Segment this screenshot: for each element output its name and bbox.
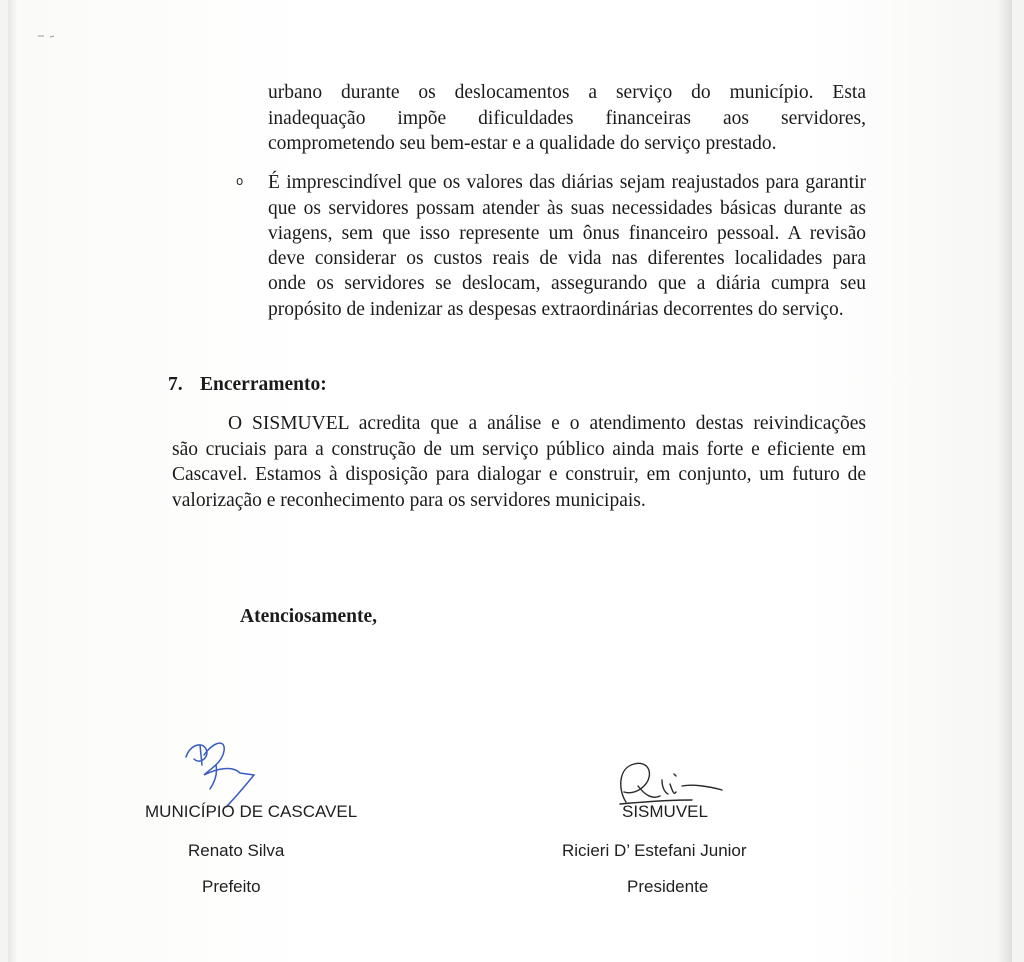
- paragraph-line: Cascavel. Estamos à disposição para dialogar e construir, em conjunto, um futuro de: [172, 464, 866, 485]
- signature-left-entity: MUNICÍPIO DE CASCAVEL: [145, 802, 358, 821]
- section-title: Encerramento:: [200, 374, 327, 395]
- bullet2-line: que os servidores possam atender às suas necessidades básicas durante as: [268, 198, 866, 219]
- bullet2-line: viagens, sem que isso represente um ônus financeiro pessoal. A revisão: [268, 223, 866, 244]
- signature-right-entity: SISMUVEL: [622, 802, 708, 821]
- paragraph-line: O SISMUVEL acredita que a análise e o atendimento destas reivindicações: [228, 413, 866, 434]
- signature-right-role: Presidente: [627, 877, 709, 896]
- bullet-intro-line: inadequação impõe dificuldades financeiras aos servidores,: [268, 108, 866, 129]
- bullet2-line: propósito de indenizar as despesas extraordinárias decorrentes do serviço.: [268, 299, 844, 320]
- signature-left-role: Prefeito: [202, 877, 261, 896]
- signature-right-name: Ricieri D’ Estefani Junior: [562, 841, 747, 860]
- scan-mark: [36, 30, 66, 40]
- bullet2-line: onde os servidores se deslocam, assegurando que a diária cumpra seu: [268, 273, 866, 294]
- paragraph-line: valorização e reconhecimento para os servidores municipais.: [172, 490, 646, 511]
- bullet2-line: deve considerar os custos reais de vida nas diferentes localidades para: [268, 248, 866, 269]
- bullet-symbol: o: [236, 174, 244, 188]
- section-number: 7.: [168, 374, 183, 395]
- closing-salutation: Atenciosamente,: [240, 606, 378, 627]
- bullet-intro-line: comprometendo seu bem-estar e a qualidade do serviço prestado.: [268, 133, 777, 154]
- paragraph-line: são cruciais para a construção de um serviço público ainda mais forte e eficiente em: [172, 439, 866, 460]
- signature-left-name: Renato Silva: [188, 841, 285, 860]
- page-left-shadow: [8, 0, 18, 962]
- bullet2-line: É imprescindível que os valores das diárias sejam reajustados para garantir: [268, 172, 866, 193]
- section-heading: [168, 372, 327, 397]
- bullet-intro-line: urbano durante os deslocamentos a serviço do município. Esta: [268, 82, 866, 103]
- page-edge-shadow: [998, 0, 1012, 962]
